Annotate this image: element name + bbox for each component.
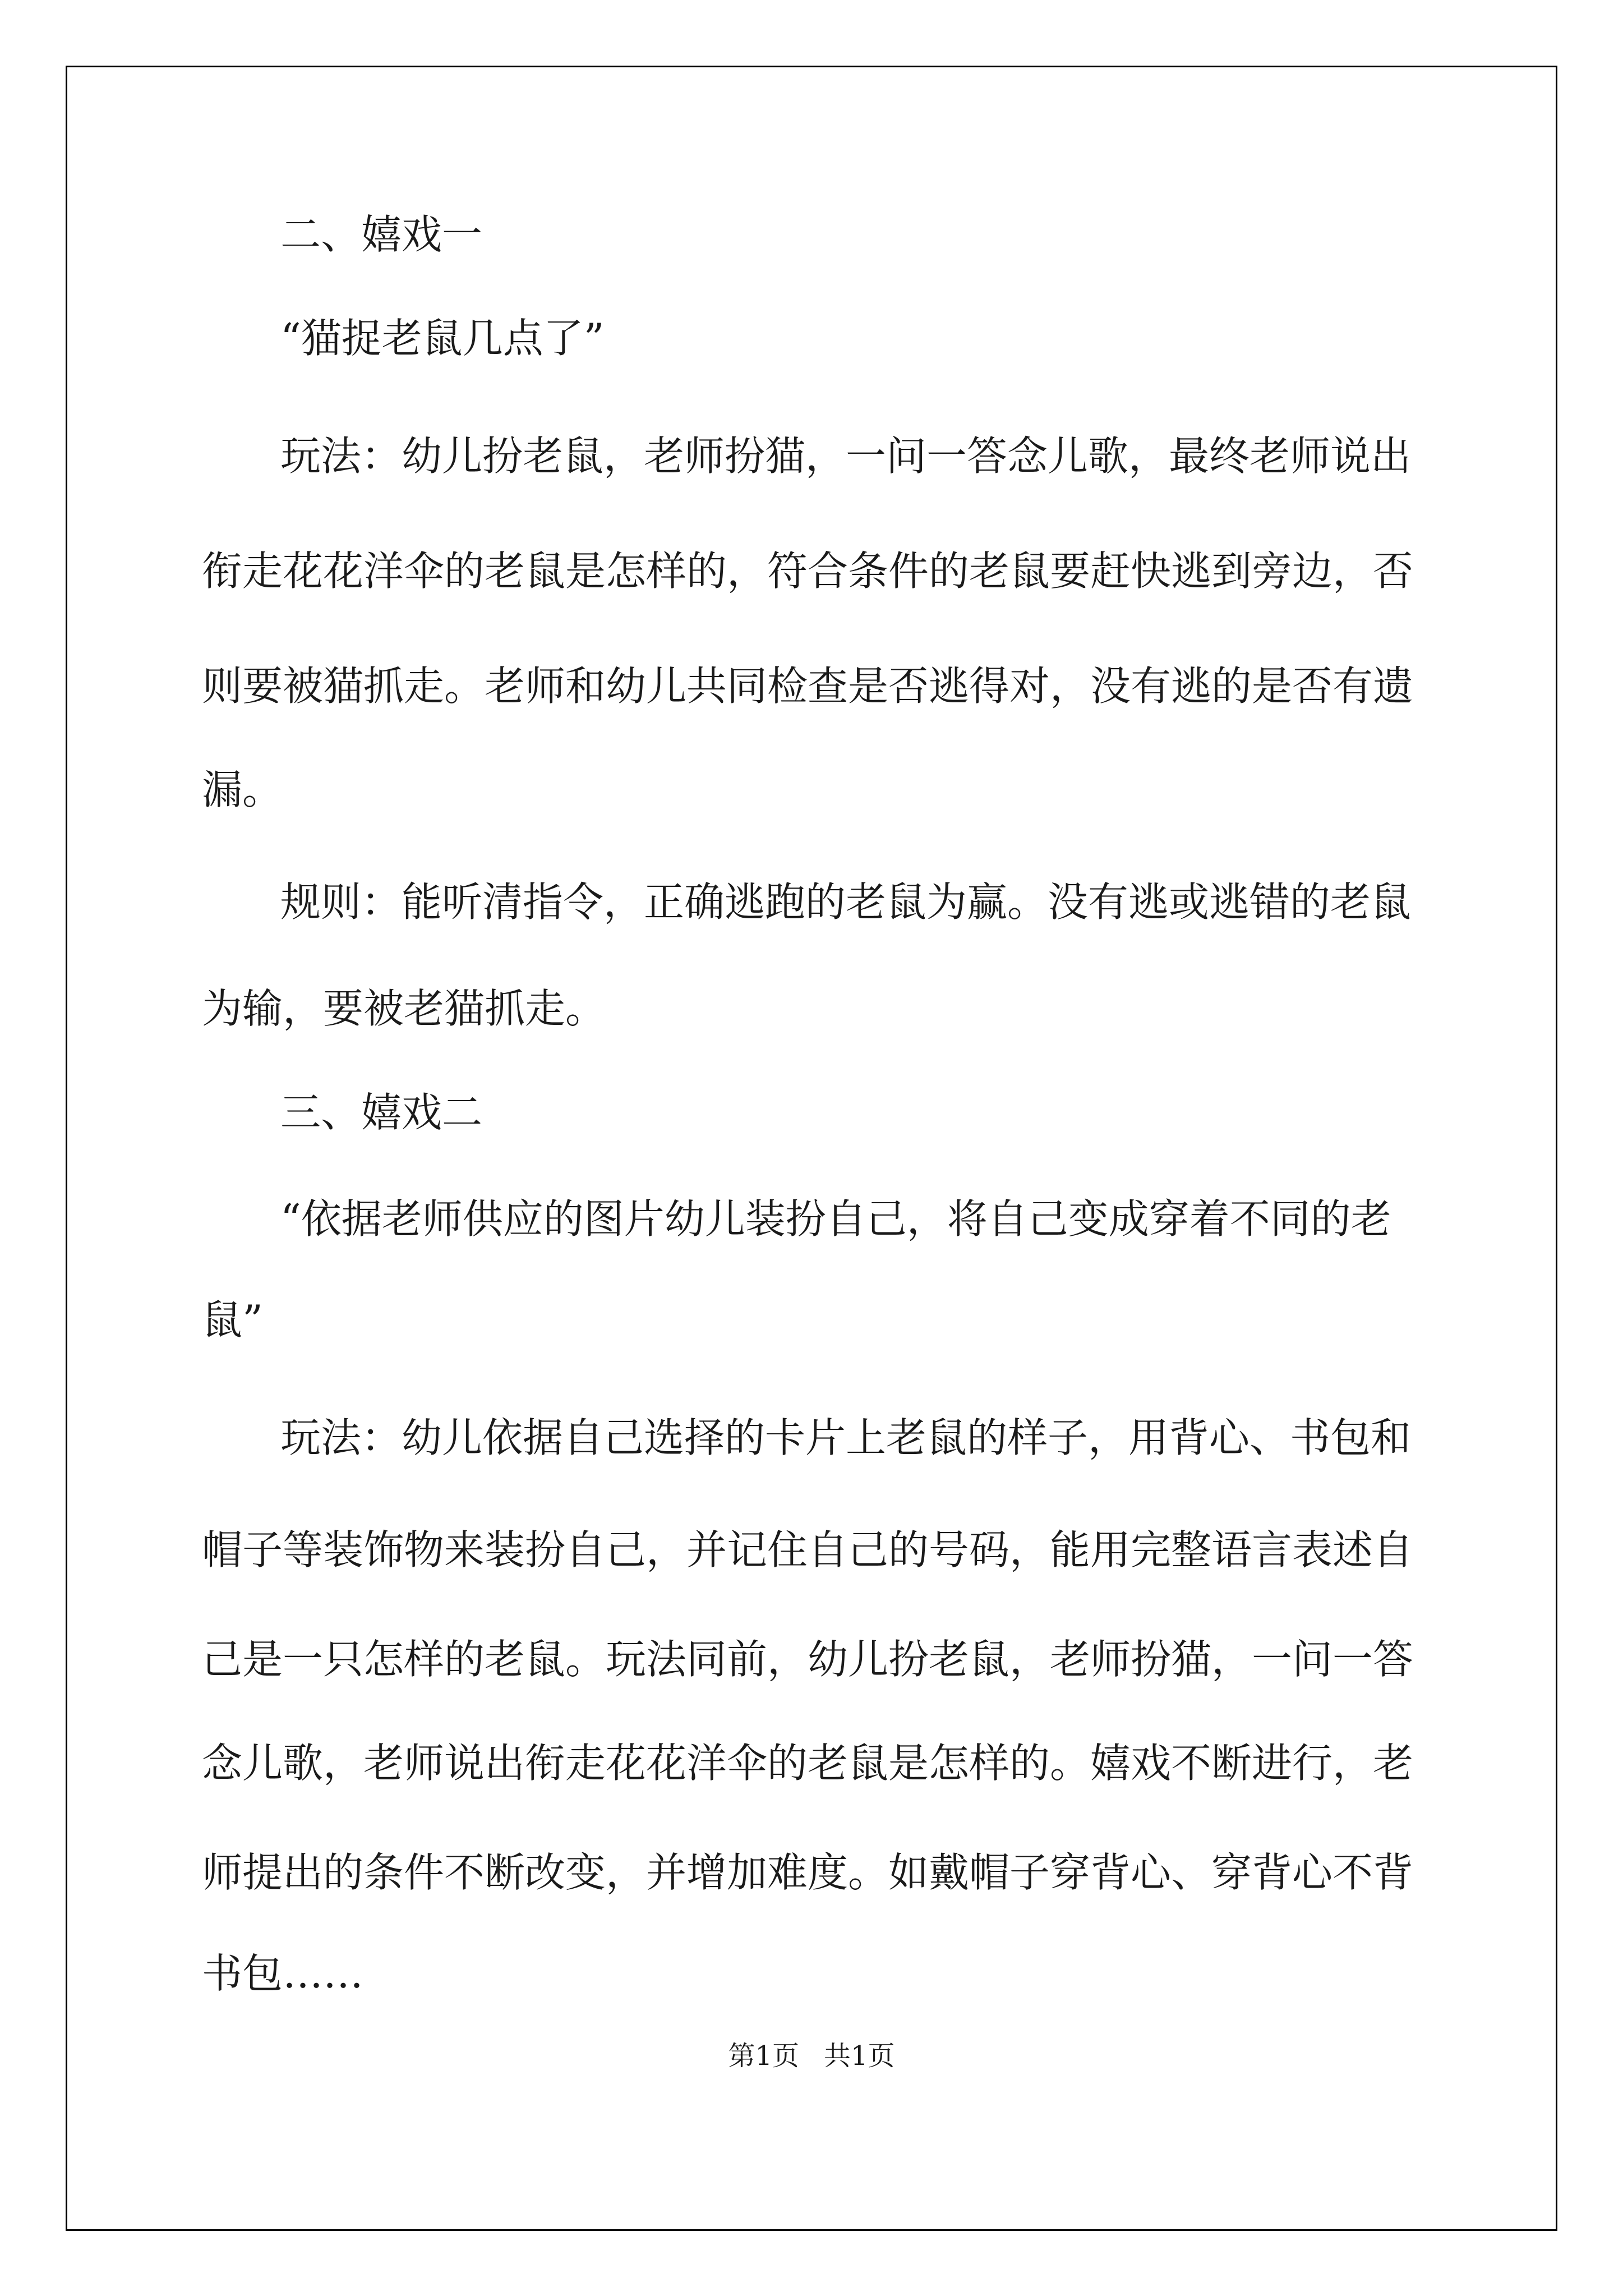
game-one-title: “猫捉老鼠几点了”: [280, 315, 605, 362]
game-two-title-line-2: 鼠”: [202, 1296, 263, 1343]
page-footer: [0, 2039, 1623, 2073]
game-one-regulation-line-1: 规则：能听清指令，正确逃跑的老鼠为赢。没有逃或逃错的老鼠: [280, 878, 1412, 926]
game-two-rules-line-6: 书包……: [202, 1950, 364, 1997]
section-heading-game-one: 二、嬉戏一: [280, 211, 483, 258]
game-two-rules-line-5: 师提出的条件不断改变，并增加难度。如戴帽子穿背心、穿背心不背: [202, 1849, 1414, 1896]
game-two-rules-line-3: 己是一只怎样的老鼠。玩法同前，幼儿扮老鼠，老师扮猫，一问一答: [202, 1636, 1414, 1683]
game-two-rules-line-2: 帽子等装饰物来装扮自己，并记住自己的号码，能用完整语言表述自: [202, 1526, 1414, 1573]
game-two-rules-line-1: 玩法：幼儿依据自己选择的卡片上老鼠的样子，用背心、书包和: [280, 1414, 1412, 1461]
page-border: [66, 66, 1557, 2231]
game-one-rules-line-1: 玩法：幼儿扮老鼠，老师扮猫，一问一答念儿歌，最终老师说出: [280, 432, 1412, 480]
game-two-rules-line-4: 念儿歌，老师说出衔走花花洋伞的老鼠是怎样的。嬉戏不断进行，老: [202, 1740, 1414, 1787]
page-total: 共1页: [824, 2040, 895, 2072]
game-one-regulation-line-2: 为输，要被老猫抓走。: [202, 985, 606, 1032]
page-number: 第1页: [728, 2040, 799, 2072]
game-two-title-line-1: “依据老师供应的图片幼儿装扮自己，将自己变成穿着不同的老: [280, 1195, 1391, 1243]
game-one-rules-line-2: 衔走花花洋伞的老鼠是怎样的，符合条件的老鼠要赶快逃到旁边，否: [202, 547, 1414, 595]
game-one-rules-line-3: 则要被猫抓走。老师和幼儿共同检查是否逃得对，没有逃的是否有遗: [202, 662, 1414, 710]
section-heading-game-two: 三、嬉戏二: [280, 1089, 483, 1136]
game-one-rules-line-4: 漏。: [202, 766, 283, 813]
